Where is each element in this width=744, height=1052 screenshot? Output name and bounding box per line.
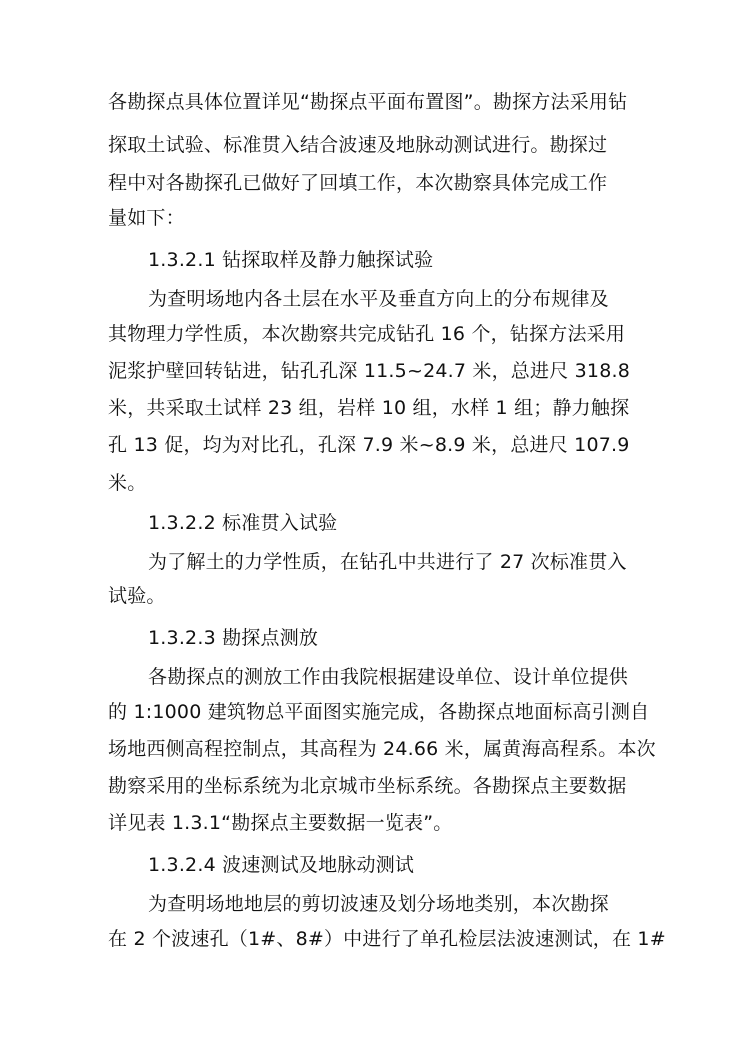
text-line-8: 泥浆护壁回转钻进，钻孔孔深 11.5~24.7 米，总进尺 318.8	[108, 360, 631, 382]
text-line-13: 为了解土的力学性质，在钻孔中共进行了 27 次标准贯入	[148, 551, 627, 573]
text-line-16: 各勘探点的测放工作由我院根据建设单位、设计单位提供	[148, 666, 629, 688]
text-line-10: 孔 13 促，均为对比孔，孔深 7.9 米~8.9 米，总进尺 107.9	[108, 434, 630, 456]
text-line-6: 为查明场地内各土层在水平及垂直方向上的分布规律及	[148, 288, 609, 310]
text-line-11: 米。	[108, 472, 147, 494]
text-line-2: 探取土试验、标准贯入结合波速及地脉动测试进行。勘探过	[108, 134, 608, 156]
section-heading-1-3-2-1: 1.3.2.1 钻探取样及静力触探试验	[148, 249, 434, 271]
section-heading-1-3-2-2: 1.3.2.2 标准贯入试验	[148, 512, 338, 534]
text-line-18: 场地西侧高程控制点，其高程为 24.66 米，属黄海高程系。本次	[108, 738, 656, 760]
text-line-4: 量如下：	[108, 207, 185, 229]
text-line-3: 程中对各勘探孔已做好了回填工作，本次勘察具体完成工作	[108, 172, 608, 194]
text-line-20: 详见表 1.3.1“勘探点主要数据一览表”。	[108, 812, 453, 834]
text-line-23: 在 2 个波速孔（1#、8#）中进行了单孔检层法波速测试，在 1#	[108, 928, 666, 950]
text-line-22: 为查明场地地层的剪切波速及划分场地类别，本次勘探	[148, 893, 609, 915]
text-line-7: 其物理力学性质，本次勘察共完成钻孔 16 个，钻探方法采用	[108, 323, 626, 345]
section-heading-1-3-2-4: 1.3.2.4 波速测试及地脉动测试	[148, 854, 415, 876]
text-line-17: 的 1:1000 建筑物总平面图实施完成，各勘探点地面标高引测自	[108, 701, 650, 723]
section-heading-1-3-2-3: 1.3.2.3 勘探点测放	[148, 627, 319, 649]
text-line-1: 各勘探点具体位置详见“勘探点平面布置图”。勘探方法采用钻	[108, 91, 628, 113]
text-line-14: 试验。	[108, 585, 166, 607]
text-line-9: 米，共采取土试样 23 组，岩样 10 组，水样 1 组；静力触探	[108, 397, 630, 419]
text-line-19: 勘察采用的坐标系统为北京城市坐标系统。各勘探点主要数据	[108, 775, 627, 797]
